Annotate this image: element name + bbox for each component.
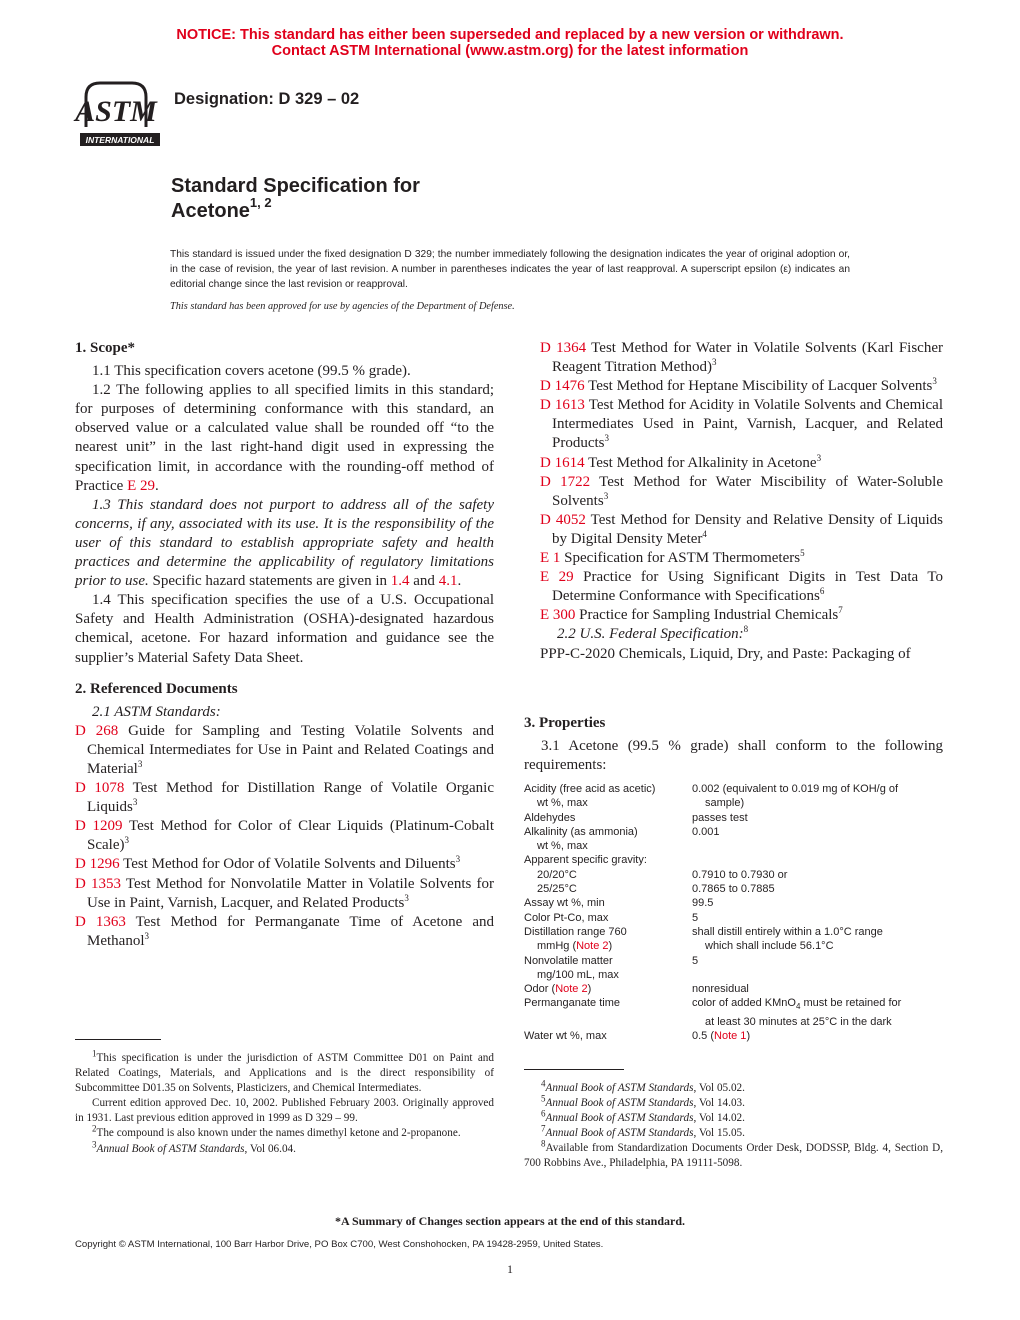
reference-code-link[interactable]: D 1353 — [75, 875, 122, 892]
requirement-row: Permanganate time color of added KMnO$_4$ must be retained for at least 30 minutes at 25°C in the dark — [524, 997, 902, 1028]
requirement-row: 25/25°C 0.7865 to 0.7885 — [537, 883, 775, 896]
footnote: $^6$Annual Book of ASTM Standards, Vol 14.02. — [541, 1108, 745, 1125]
requirement-row: Acidity (free acid as acetic) wt %, max 0.002 (equivalent to 0.019 mg of KOH/g of sample) — [524, 783, 899, 810]
reference-code-link[interactable]: D 1078 — [75, 780, 125, 797]
right-reference-item: D 1614 Test Method for Alkalinity in Acetone$^3$ — [540, 452, 822, 471]
footnote-divider-left — [75, 1039, 161, 1040]
note-link[interactable]: Note 1 — [714, 1030, 747, 1043]
requirement-row: Nonvolatile matter mg/100 mL, max 5 — [524, 954, 699, 981]
requirement-row: Apparent specific gravity: — [524, 854, 647, 867]
footnotes-right: $^4$Annual Book of ASTM Standards, Vol 05.02. $^5$Annual Book of ASTM Standards, Vol 14.03. $^6$Annual Book of ASTM Standards, Vol 14.02. $^7$Annual Book of ASTM Standards, Vol 15.05. $^8$Available from Standardization Documents Order Desk, DODSSP, Bldg. 4, Section D, 700 Robbins Ave., Philadelphia, PA 19111-5098. — [524, 1078, 943, 1170]
section-3-heading: 3. Properties — [524, 715, 606, 731]
left-reference-list — [75, 722, 494, 951]
reference-code-link[interactable]: D 1476 — [540, 378, 585, 395]
ref-4-1-link[interactable]: 4.1 — [438, 573, 458, 590]
left-reference-item: D 268 Guide for Sampling and Testing Volatile Solvents and Chemical Intermediates for Use in Paint and Related Coatings and Material$^3$ — [75, 722, 494, 777]
requirement-row: Distillation range 760 mmHg (Note 2) shall distill entirely within a 1.0°C range which shall include 56.1°C — [524, 925, 883, 953]
right-reference-item: E 29 Practice for Using Significant Digits in Test Data To Determine Conformance with Specifications$^6$ — [540, 569, 943, 605]
reference-code-link[interactable]: D 1209 — [75, 818, 123, 835]
left-column — [75, 339, 494, 951]
reference-code-link[interactable]: D 4052 — [540, 511, 586, 528]
page-title: Standard Specification for Acetone$^{1, 2}$ — [171, 175, 420, 222]
footnote-divider-right — [524, 1069, 624, 1070]
designation: Designation: D 329 – 02 — [174, 90, 360, 108]
right-reference-list — [540, 339, 943, 625]
properties-section — [524, 714, 943, 775]
reference-code-link[interactable]: D 268 — [75, 722, 119, 739]
federal-spec-label: 2.2 U.S. Federal Specification:$^8$ — [557, 624, 749, 643]
federal-spec-item: PPP-C-2020 Chemicals, Liquid, Dry, and Paste: Packaging of — [540, 645, 911, 662]
right-reference-item: D 1722 Test Method for Water Miscibility of Water-Soluble Solvents$^3$ — [540, 473, 943, 509]
right-reference-item: D 1613 Test Method for Acidity in Volatile Solvents and Chemical Intermediates Used in Paint, Varnish, Lacquer, and Related Products$^3$ — [540, 397, 943, 452]
notice-line-1: NOTICE: This standard has either been superseded and replaced by a new version or withdrawn. — [176, 27, 844, 43]
logo-subtext: INTERNATIONAL — [85, 135, 155, 145]
left-reference-item: D 1078 Test Method for Distillation Range of Volatile Organic Liquids$^3$ — [75, 780, 494, 816]
right-reference-item: D 4052 Test Method for Density and Relative Density of Liquids by Digital Density Meter$^4$ — [540, 511, 943, 547]
para-3-1: 3.1 Acetone (99.5 % grade) shall conform to the following requirements: — [524, 738, 943, 774]
right-reference-item: E 1 Specification for ASTM Thermometers$^5$ — [540, 548, 805, 567]
astm-logo — [72, 75, 162, 150]
reference-code-link[interactable]: D 1614 — [540, 454, 585, 471]
page-number: 1 — [507, 1262, 513, 1276]
reference-code-link[interactable]: E 1 — [540, 550, 561, 567]
para-1-1: 1.1 This specification covers acetone (99.5 % grade). — [92, 363, 411, 380]
requirement-row: Aldehydes passes test — [524, 811, 748, 824]
requirement-row: 20/20°C 0.7910 to 0.7930 or — [537, 868, 788, 881]
reference-code-link[interactable]: E 29 — [540, 569, 574, 586]
reference-code-link[interactable]: E 300 — [540, 607, 576, 624]
left-reference-item: D 1353 Test Method for Nonvolatile Matter in Volatile Solvents for Use in Paint, Varnish, Lacquer, and Related Products$^3$ — [75, 875, 494, 911]
notice-line-2: Contact ASTM International (www.astm.org) for the latest information — [271, 43, 749, 59]
reference-code-link[interactable]: D 1364 — [540, 340, 587, 356]
requirement-row: Alkalinity (as ammonia) wt %, max 0.001 — [524, 825, 720, 853]
astm-standards-label: 2.1 ASTM Standards: — [92, 703, 221, 720]
ref-e29-link[interactable]: E 29 — [127, 477, 155, 494]
right-reference-item: E 300 Practice for Sampling Industrial Chemicals$^7$ — [540, 605, 843, 624]
requirement-row: Odor (Note 2) nonresidual — [524, 983, 749, 996]
reference-code-link[interactable]: D 1722 — [540, 473, 591, 490]
reference-code-link[interactable]: D 1363 — [75, 913, 126, 930]
requirement-row: Assay wt %, min 99.5 — [524, 897, 714, 910]
ref-1-4-link[interactable]: 1.4 — [390, 573, 410, 590]
note-link[interactable]: Note 2 — [576, 940, 609, 953]
para-1-2: 1.2 The following applies to all specified limits in this standard; for purposes of determining conformance with this standard, an observed value or a calculated value shall be rounded off “to the nearest unit” in the last right-hand digit used in expressing the specification limit, in accordance with the rounding-off method of Practice E 29. — [75, 382, 494, 494]
dod-approval: This standard has been approved for use by agencies of the Department of Defense. — [170, 301, 515, 312]
right-reference-item: D 1364 Test Method for Water in Volatile Solvents (Karl Fischer Reagent Titration Method)$^3$ — [540, 340, 943, 376]
reference-code-link[interactable]: D 1296 — [75, 856, 120, 873]
requirement-row: Water wt %, max 0.5 (Note 1) — [524, 1030, 751, 1043]
footnote: $^7$Annual Book of ASTM Standards, Vol 15.05. — [541, 1123, 745, 1140]
right-reference-item: D 1476 Test Method for Heptane Miscibility of Lacquer Solvents$^3$ — [540, 376, 937, 395]
issue-statement: This standard is issued under the fixed designation D 329; the number immediately following the designation indicates the year of original adoption or, in the case of revision, the year of last revision. A number in parentheses indicates the year of last reapproval. A superscript epsilon (ε) indicates an editorial change since the last revision or reapproval. — [170, 249, 850, 290]
section-2-heading: 2. Referenced Documents — [75, 680, 238, 697]
footnote: $^5$Annual Book of ASTM Standards, Vol 14.03. — [541, 1093, 745, 1110]
left-reference-item: D 1209 Test Method for Color of Clear Liquids (Platinum-Cobalt Scale)$^3$ — [75, 818, 494, 854]
reference-code-link[interactable]: D 1613 — [540, 397, 585, 414]
para-1-3: 1.3 This standard does not purport to address all of the safety concerns, if any, associated with its use. It is the responsibility of the user of this standard to establish appropriate safety and health practices and determine the applicability of regulatory limitations prior to use. Specific hazard statements are given in 1.4 and 4.1. — [75, 496, 494, 590]
summary-note: *A Summary of Changes section appears at the end of this standard. — [334, 1214, 686, 1228]
requirements-table — [524, 782, 944, 1044]
copyright: Copyright © ASTM International, 100 Barr Harbor Drive, PO Box C700, West Conshohocken, PA 19428-2959, United States. — [75, 1239, 604, 1250]
note-link[interactable]: Note 2 — [555, 983, 588, 996]
logo-text: ASTM — [75, 95, 157, 128]
section-1-heading: 1. Scope* — [75, 340, 135, 356]
requirement-row: Color Pt-Co, max 5 — [524, 911, 699, 924]
left-reference-item: D 1296 Test Method for Odor of Volatile Solvents and Diluents$^3$ — [75, 854, 461, 873]
footnotes-left: $^1$This specification is under the jurisdiction of ASTM Committee D01 on Paint and Related Coatings, Materials, and Applications and is the direct responsibility of Subcommittee D01.35 on Solvents, Plasticizers, and Chemical Intermediates. Current edition approved Dec. 10, 2002. Published February 2003. Originally approved in 1931. Last previous edition approved in 1999 as D 329 – 99. $^2$The compound is also known under the names dimethyl ketone and 2-propanone. $^3$Annual Book of ASTM Standards, Vol 06.04. — [75, 1048, 494, 1155]
para-1-4: 1.4 This specification specifies the use of a U.S. Occupational Safety and Health Administration (OSHA)-designated hazardous chemical, acetone. For hazard information and guidance see the supplier’s Material Safety Data Sheet. — [75, 592, 494, 666]
right-column — [540, 339, 943, 664]
footnote: $^4$Annual Book of ASTM Standards, Vol 05.02. — [541, 1078, 745, 1094]
left-reference-item: D 1363 Test Method for Permanganate Time of Acetone and Methanol$^3$ — [75, 913, 494, 949]
